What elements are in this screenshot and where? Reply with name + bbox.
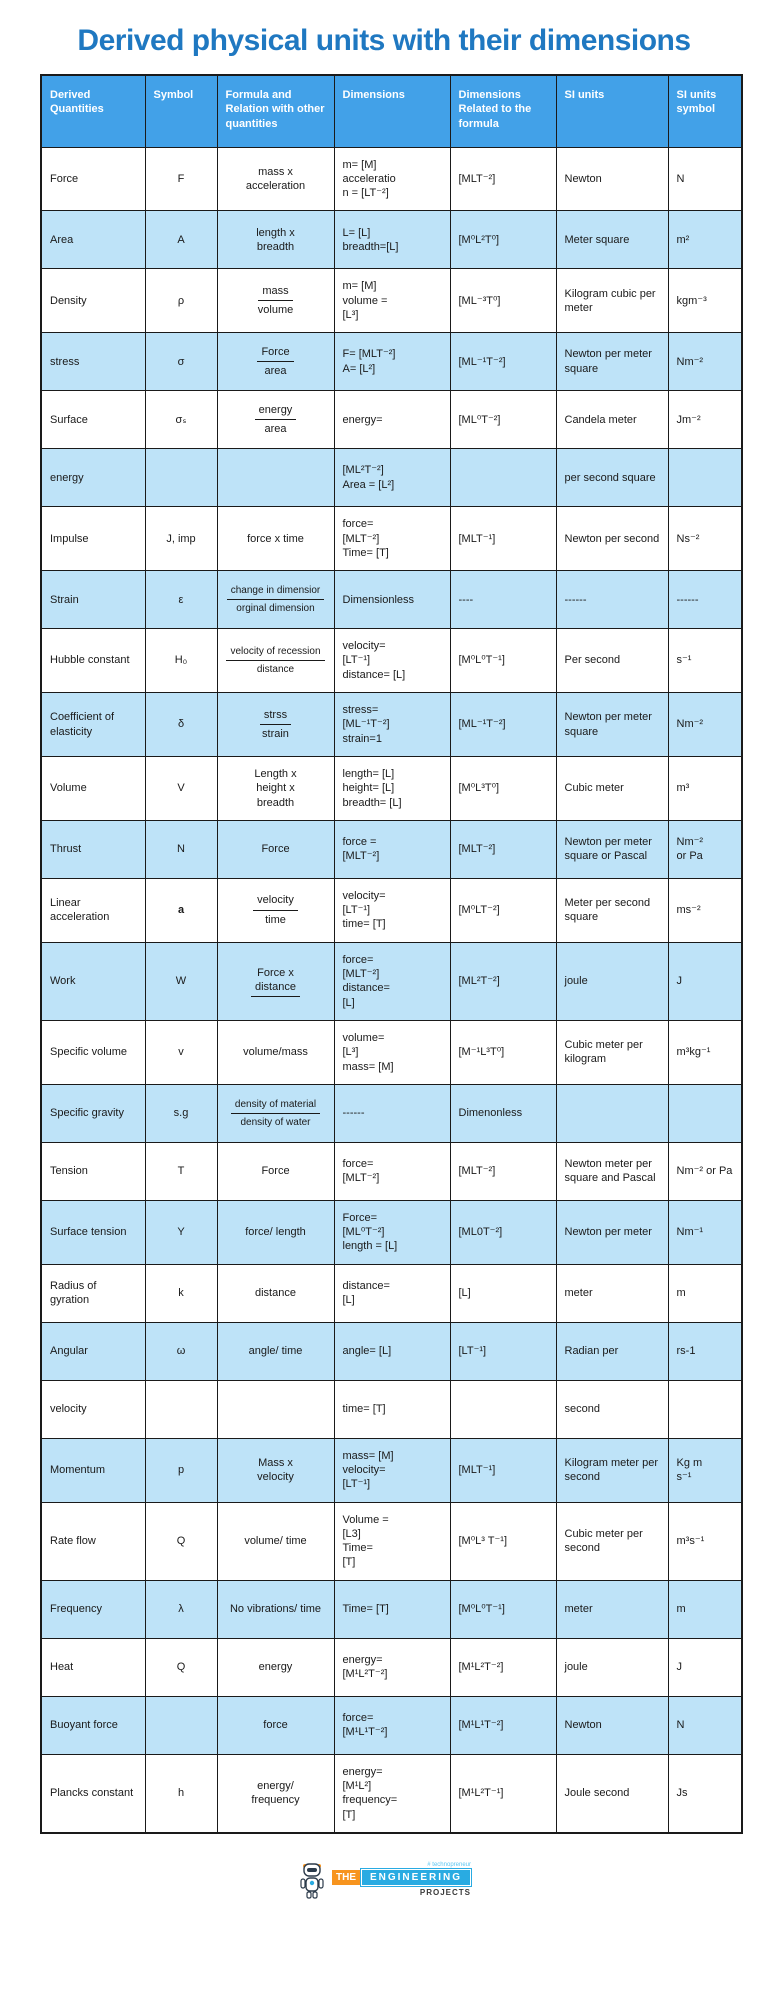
cell-symbol: W bbox=[145, 942, 217, 1020]
cell-symbol: J, imp bbox=[145, 507, 217, 571]
cell-dimensions: L= [L] breadth=[L] bbox=[334, 211, 450, 269]
cell-symbol: Q bbox=[145, 1638, 217, 1696]
cell-si_units: ------ bbox=[556, 571, 668, 629]
cell-si_units: Radian per bbox=[556, 1322, 668, 1380]
header-row bbox=[41, 75, 742, 147]
table-row bbox=[41, 1020, 742, 1084]
cell-formula bbox=[217, 942, 334, 1020]
cell-related: [MLT⁻¹] bbox=[450, 507, 556, 571]
cell-si_units: Cubic meter bbox=[556, 756, 668, 820]
cell-quantity: Work bbox=[41, 942, 145, 1020]
cell-dimensions: length= [L] height= [L] breadth= [L] bbox=[334, 756, 450, 820]
cell-related bbox=[450, 1380, 556, 1438]
cell-dimensions: force = [MLT⁻²] bbox=[334, 820, 450, 878]
cell-dimensions: Force= [ML⁰T⁻²] length = [L] bbox=[334, 1200, 450, 1264]
cell-si_symbol: J bbox=[668, 942, 742, 1020]
cell-formula bbox=[217, 693, 334, 757]
table-row bbox=[41, 391, 742, 449]
cell-formula: force/ length bbox=[217, 1200, 334, 1264]
cell-symbol: p bbox=[145, 1438, 217, 1502]
cell-formula bbox=[217, 878, 334, 942]
table-row bbox=[41, 1502, 742, 1580]
cell-symbol: k bbox=[145, 1264, 217, 1322]
cell-si_units: Newton per meter square bbox=[556, 693, 668, 757]
cell-symbol: Y bbox=[145, 1200, 217, 1264]
table-row bbox=[41, 756, 742, 820]
table-row bbox=[41, 1200, 742, 1264]
table-row bbox=[41, 942, 742, 1020]
cell-formula: Mass x velocity bbox=[217, 1438, 334, 1502]
cell-quantity: Frequency bbox=[41, 1580, 145, 1638]
cell-related: [ML0T⁻²] bbox=[450, 1200, 556, 1264]
column-header: Dimensions Related to the formula bbox=[450, 75, 556, 147]
table-row bbox=[41, 333, 742, 391]
table-row bbox=[41, 693, 742, 757]
cell-dimensions: Volume = [L3] Time= [T] bbox=[334, 1502, 450, 1580]
cell-si_units: per second square bbox=[556, 449, 668, 507]
cell-symbol: T bbox=[145, 1142, 217, 1200]
cell-si_symbol bbox=[668, 449, 742, 507]
cell-quantity: Plancks constant bbox=[41, 1754, 145, 1833]
cell-symbol: a bbox=[145, 878, 217, 942]
robot-mascot-icon bbox=[297, 1860, 327, 1900]
cell-symbol: H₀ bbox=[145, 629, 217, 693]
cell-quantity: Radius of gyration bbox=[41, 1264, 145, 1322]
cell-formula bbox=[217, 1380, 334, 1438]
cell-si_symbol: rs-1 bbox=[668, 1322, 742, 1380]
cell-symbol: σₛ bbox=[145, 391, 217, 449]
cell-si_units: Cubic meter per second bbox=[556, 1502, 668, 1580]
table-header bbox=[41, 75, 742, 147]
cell-dimensions: velocity= [LT⁻¹] time= [T] bbox=[334, 878, 450, 942]
formula-fraction: $\frac{\text{mass}}{\text{volume}}$ bbox=[257, 285, 294, 317]
cell-si_units: joule bbox=[556, 942, 668, 1020]
cell-si_units: Newton per second bbox=[556, 507, 668, 571]
cell-dimensions: m= [M] acceleratio n = [LT⁻²] bbox=[334, 147, 450, 211]
cell-dimensions: m= [M] volume = [L³] bbox=[334, 269, 450, 333]
cell-si_symbol: N bbox=[668, 147, 742, 211]
cell-quantity: Specific volume bbox=[41, 1020, 145, 1084]
cell-quantity: Area bbox=[41, 211, 145, 269]
cell-si_symbol: Nm⁻² or Pa bbox=[668, 820, 742, 878]
cell-si_symbol: Nm⁻² bbox=[668, 693, 742, 757]
table-row bbox=[41, 507, 742, 571]
cell-formula: force bbox=[217, 1696, 334, 1754]
cell-formula bbox=[217, 571, 334, 629]
formula-fraction: $\frac{\text{Force}}{\text{area}}$ bbox=[257, 345, 293, 379]
cell-formula bbox=[217, 449, 334, 507]
cell-symbol: ω bbox=[145, 1322, 217, 1380]
cell-si_units: Candela meter bbox=[556, 391, 668, 449]
cell-symbol: Q bbox=[145, 1502, 217, 1580]
cell-formula bbox=[217, 269, 334, 333]
cell-formula: force x time bbox=[217, 507, 334, 571]
cell-si_units: Newton bbox=[556, 147, 668, 211]
cell-symbol: s.g bbox=[145, 1084, 217, 1142]
cell-si_symbol: Nm⁻¹ bbox=[668, 1200, 742, 1264]
cell-si_units: Newton per meter square or Pascal bbox=[556, 820, 668, 878]
cell-si_symbol: Ns⁻² bbox=[668, 507, 742, 571]
cell-si_units: Newton per meter square bbox=[556, 333, 668, 391]
cell-related: [M⁰L²T⁰] bbox=[450, 211, 556, 269]
brand-the: THE bbox=[331, 1869, 361, 1886]
cell-dimensions: [ML²T⁻²] Area = [L²] bbox=[334, 449, 450, 507]
cell-symbol: N bbox=[145, 820, 217, 878]
cell-dimensions: angle= [L] bbox=[334, 1322, 450, 1380]
cell-quantity: Hubble constant bbox=[41, 629, 145, 693]
cell-formula: distance bbox=[217, 1264, 334, 1322]
table-row bbox=[41, 1322, 742, 1380]
cell-related: [M¹L²T⁻²] bbox=[450, 1638, 556, 1696]
cell-symbol: v bbox=[145, 1020, 217, 1084]
cell-si_symbol: Nm⁻² bbox=[668, 333, 742, 391]
cell-dimensions: velocity= [LT⁻¹] distance= [L] bbox=[334, 629, 450, 693]
cell-quantity: velocity bbox=[41, 1380, 145, 1438]
cell-si_units: Kilogram cubic per meter bbox=[556, 269, 668, 333]
cell-si_units: Cubic meter per kilogram bbox=[556, 1020, 668, 1084]
table-row bbox=[41, 1638, 742, 1696]
cell-quantity: Buoyant force bbox=[41, 1696, 145, 1754]
cell-formula: angle/ time bbox=[217, 1322, 334, 1380]
cell-symbol: h bbox=[145, 1754, 217, 1833]
cell-quantity: Angular bbox=[41, 1322, 145, 1380]
cell-related: [ML⁻³T⁰] bbox=[450, 269, 556, 333]
table-row bbox=[41, 1580, 742, 1638]
cell-formula bbox=[217, 333, 334, 391]
cell-related: [M⁰L⁰T⁻¹] bbox=[450, 1580, 556, 1638]
cell-si_units: Meter per second square bbox=[556, 878, 668, 942]
cell-related: [M⁰L³T⁰] bbox=[450, 756, 556, 820]
cell-related: [L] bbox=[450, 1264, 556, 1322]
table-row bbox=[41, 1380, 742, 1438]
cell-si_symbol: Nm⁻² or Pa bbox=[668, 1142, 742, 1200]
cell-symbol: σ bbox=[145, 333, 217, 391]
cell-si_units: joule bbox=[556, 1638, 668, 1696]
cell-dimensions: ------ bbox=[334, 1084, 450, 1142]
cell-formula: energy/ frequency bbox=[217, 1754, 334, 1833]
cell-formula: Length x height x breadth bbox=[217, 756, 334, 820]
cell-related: [M⁰L³ T⁻¹] bbox=[450, 1502, 556, 1580]
cell-related: [MLT⁻²] bbox=[450, 1142, 556, 1200]
cell-formula: Force bbox=[217, 820, 334, 878]
table-row bbox=[41, 147, 742, 211]
cell-formula: mass x acceleration bbox=[217, 147, 334, 211]
cell-si_symbol: m² bbox=[668, 211, 742, 269]
cell-related: [MLT⁻²] bbox=[450, 147, 556, 211]
cell-quantity: Momentum bbox=[41, 1438, 145, 1502]
formula-fraction: $\frac{\text{density of material}}{\text{density of water}}$ bbox=[231, 1098, 320, 1129]
brand-projects: PROJECTS bbox=[419, 1888, 471, 1898]
formula-fraction: $\frac{\text{strss}}{\text{strain}}$ bbox=[260, 708, 291, 742]
formula-fraction: $\frac{\text{velocity}}{\text{time}}$ bbox=[253, 893, 298, 927]
column-header: SI units symbol bbox=[668, 75, 742, 147]
formula-fraction: Force x distance bbox=[251, 966, 300, 998]
cell-quantity: Density bbox=[41, 269, 145, 333]
table-row bbox=[41, 1438, 742, 1502]
formula-fraction: $\frac{\text{energy}}{\text{area}}$ bbox=[255, 403, 297, 437]
footer-logo bbox=[0, 1860, 768, 1900]
table-row bbox=[41, 269, 742, 333]
cell-formula: volume/mass bbox=[217, 1020, 334, 1084]
cell-si_units bbox=[556, 1084, 668, 1142]
cell-dimensions: Time= [T] bbox=[334, 1580, 450, 1638]
column-header: SI units bbox=[556, 75, 668, 147]
table-row bbox=[41, 1084, 742, 1142]
cell-dimensions: force= [M¹L¹T⁻²] bbox=[334, 1696, 450, 1754]
cell-formula bbox=[217, 1084, 334, 1142]
column-header: Symbol bbox=[145, 75, 217, 147]
cell-symbol bbox=[145, 1696, 217, 1754]
cell-si_symbol: N bbox=[668, 1696, 742, 1754]
brand-tagline: # technopreneur bbox=[427, 1862, 471, 1869]
cell-dimensions: volume= [L³] mass= [M] bbox=[334, 1020, 450, 1084]
cell-quantity: stress bbox=[41, 333, 145, 391]
table-row bbox=[41, 629, 742, 693]
cell-quantity: Linear acceleration bbox=[41, 878, 145, 942]
cell-quantity: Volume bbox=[41, 756, 145, 820]
cell-related: [ML⁰T⁻²] bbox=[450, 391, 556, 449]
cell-si_symbol: kgm⁻³ bbox=[668, 269, 742, 333]
cell-symbol: ε bbox=[145, 571, 217, 629]
table-row bbox=[41, 1142, 742, 1200]
cell-related: [M⁰LT⁻²] bbox=[450, 878, 556, 942]
cell-symbol: ρ bbox=[145, 269, 217, 333]
cell-symbol: F bbox=[145, 147, 217, 211]
cell-si_units: Newton meter per square and Pascal bbox=[556, 1142, 668, 1200]
cell-si_symbol bbox=[668, 1380, 742, 1438]
cell-quantity: Thrust bbox=[41, 820, 145, 878]
cell-si_symbol: m bbox=[668, 1264, 742, 1322]
cell-dimensions: mass= [M] velocity= [LT⁻¹] bbox=[334, 1438, 450, 1502]
cell-formula: volume/ time bbox=[217, 1502, 334, 1580]
cell-formula: energy bbox=[217, 1638, 334, 1696]
table-row bbox=[41, 820, 742, 878]
table-row bbox=[41, 449, 742, 507]
cell-si_symbol: m³s⁻¹ bbox=[668, 1502, 742, 1580]
cell-dimensions: stress= [ML⁻¹T⁻²] strain=1 bbox=[334, 693, 450, 757]
brand-text bbox=[331, 1862, 471, 1897]
cell-quantity: Impulse bbox=[41, 507, 145, 571]
cell-quantity: Coefficient of elasticity bbox=[41, 693, 145, 757]
cell-related: [MLT⁻²] bbox=[450, 820, 556, 878]
cell-si_symbol: s⁻¹ bbox=[668, 629, 742, 693]
table-row bbox=[41, 878, 742, 942]
table-row bbox=[41, 571, 742, 629]
cell-dimensions: force= [MLT⁻²] bbox=[334, 1142, 450, 1200]
cell-symbol bbox=[145, 449, 217, 507]
table-row bbox=[41, 1754, 742, 1833]
cell-quantity: Surface bbox=[41, 391, 145, 449]
cell-si_symbol: m³ bbox=[668, 756, 742, 820]
cell-si_units: meter bbox=[556, 1580, 668, 1638]
cell-quantity: Surface tension bbox=[41, 1200, 145, 1264]
cell-formula: No vibrations/ time bbox=[217, 1580, 334, 1638]
cell-si_symbol: Js bbox=[668, 1754, 742, 1833]
cell-quantity: Heat bbox=[41, 1638, 145, 1696]
cell-dimensions: Dimensionless bbox=[334, 571, 450, 629]
cell-quantity: Rate flow bbox=[41, 1502, 145, 1580]
cell-related: Dimenonless bbox=[450, 1084, 556, 1142]
cell-related: [M¹L¹T⁻²] bbox=[450, 1696, 556, 1754]
cell-symbol: λ bbox=[145, 1580, 217, 1638]
units-table bbox=[40, 74, 743, 1834]
cell-si_units: Newton bbox=[556, 1696, 668, 1754]
cell-quantity: Strain bbox=[41, 571, 145, 629]
table-row bbox=[41, 211, 742, 269]
brand-engineering: ENGINEERING bbox=[361, 1869, 471, 1886]
column-header: Formula and Relation with other quantities bbox=[217, 75, 334, 147]
cell-symbol: δ bbox=[145, 693, 217, 757]
cell-dimensions: force= [MLT⁻²] Time= [T] bbox=[334, 507, 450, 571]
cell-si_units: meter bbox=[556, 1264, 668, 1322]
table-row bbox=[41, 1696, 742, 1754]
cell-formula: length x breadth bbox=[217, 211, 334, 269]
cell-related: ---- bbox=[450, 571, 556, 629]
page-title: Derived physical units with their dimensions bbox=[77, 24, 691, 57]
cell-quantity: Tension bbox=[41, 1142, 145, 1200]
cell-si_units: Newton per meter bbox=[556, 1200, 668, 1264]
cell-si_symbol: J bbox=[668, 1638, 742, 1696]
cell-si_units: Kilogram meter per second bbox=[556, 1438, 668, 1502]
cell-si_symbol bbox=[668, 1084, 742, 1142]
cell-si_symbol: Kg m s⁻¹ bbox=[668, 1438, 742, 1502]
cell-related: [M⁰L⁰T⁻¹] bbox=[450, 629, 556, 693]
cell-si_symbol: ------ bbox=[668, 571, 742, 629]
column-header: Dimensions bbox=[334, 75, 450, 147]
column-header: Derived Quantities bbox=[41, 75, 145, 147]
cell-quantity: energy bbox=[41, 449, 145, 507]
cell-dimensions: force= [MLT⁻²] distance= [L] bbox=[334, 942, 450, 1020]
cell-si_symbol: Jm⁻² bbox=[668, 391, 742, 449]
formula-fraction: $\frac{\text{change in dimensior}}{\text{orginal dimension}}$ bbox=[227, 584, 325, 615]
cell-dimensions: distance= [L] bbox=[334, 1264, 450, 1322]
cell-si_symbol: ms⁻² bbox=[668, 878, 742, 942]
cell-related: [M¹L²T⁻¹] bbox=[450, 1754, 556, 1833]
cell-si_symbol: m bbox=[668, 1580, 742, 1638]
cell-quantity: Force bbox=[41, 147, 145, 211]
cell-related: [ML²T⁻²] bbox=[450, 942, 556, 1020]
cell-dimensions: energy= [M¹L²T⁻²] bbox=[334, 1638, 450, 1696]
cell-symbol: V bbox=[145, 756, 217, 820]
cell-symbol bbox=[145, 1380, 217, 1438]
cell-si_units: Meter square bbox=[556, 211, 668, 269]
cell-si_units: Joule second bbox=[556, 1754, 668, 1833]
cell-dimensions: time= [T] bbox=[334, 1380, 450, 1438]
table-body bbox=[41, 147, 742, 1833]
table-row bbox=[41, 1264, 742, 1322]
cell-si_units: second bbox=[556, 1380, 668, 1438]
cell-formula bbox=[217, 391, 334, 449]
cell-formula: Force bbox=[217, 1142, 334, 1200]
cell-symbol: A bbox=[145, 211, 217, 269]
cell-related: [ML⁻¹T⁻²] bbox=[450, 333, 556, 391]
cell-si_symbol: m³kg⁻¹ bbox=[668, 1020, 742, 1084]
cell-related: [MLT⁻¹] bbox=[450, 1438, 556, 1502]
cell-si_units: Per second bbox=[556, 629, 668, 693]
cell-formula bbox=[217, 629, 334, 693]
cell-related: [LT⁻¹] bbox=[450, 1322, 556, 1380]
cell-dimensions: energy= bbox=[334, 391, 450, 449]
cell-dimensions: energy= [M¹L²] frequency= [T] bbox=[334, 1754, 450, 1833]
cell-dimensions: F= [MLT⁻²] A= [L²] bbox=[334, 333, 450, 391]
cell-related: [M⁻¹L³T⁰] bbox=[450, 1020, 556, 1084]
cell-related bbox=[450, 449, 556, 507]
formula-fraction: $\frac{\text{velocity of recession}}{\text{distance}}$ bbox=[226, 645, 324, 676]
cell-related: [ML⁻¹T⁻²] bbox=[450, 693, 556, 757]
cell-quantity: Specific gravity bbox=[41, 1084, 145, 1142]
